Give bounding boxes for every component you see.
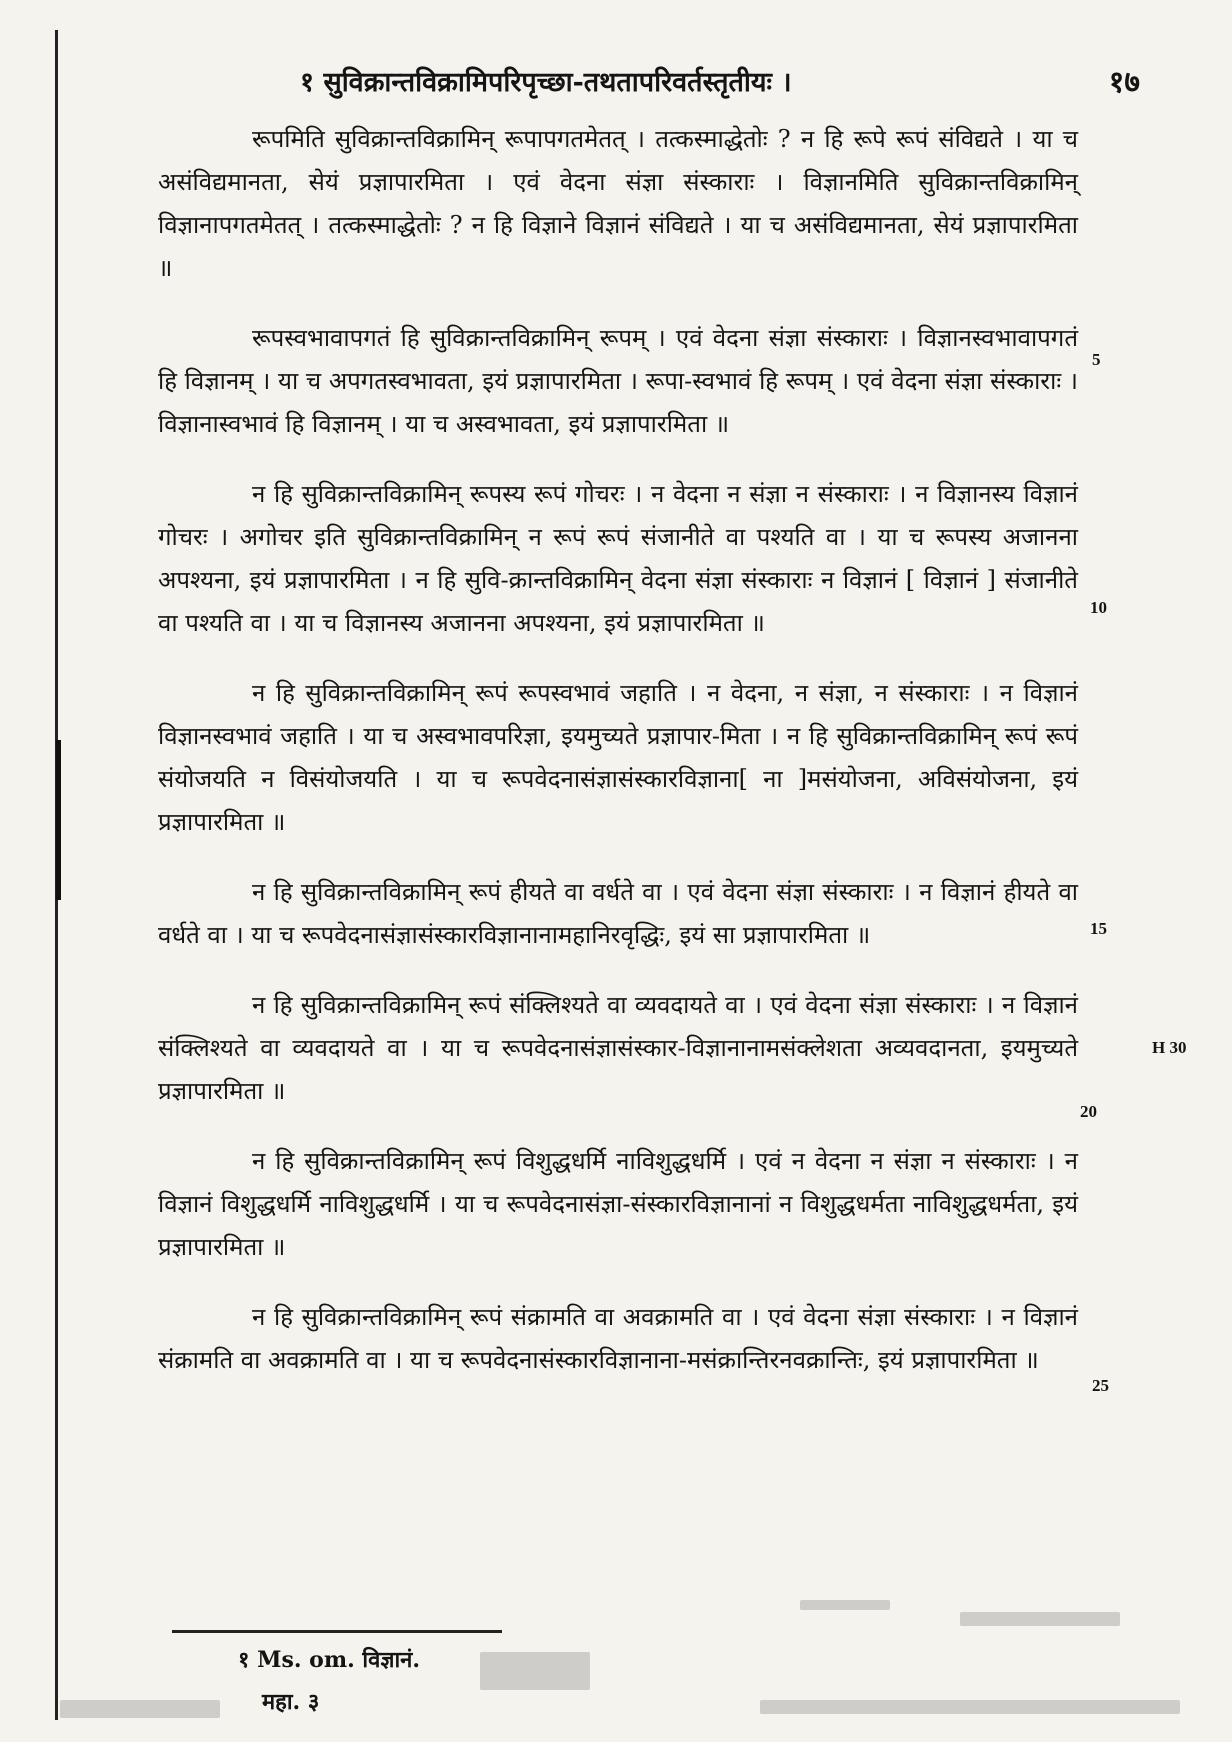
scan-noise	[760, 1700, 1180, 1714]
left-margin-rule-thick	[56, 740, 61, 900]
header-title: १ सुविक्रान्तविक्रामिपरिपृच्छा-तथतापरिवर्तस्तृतीयः ।	[300, 67, 792, 98]
paragraph: न हि सुविक्रान्तविक्रामिन् रूपं विशुद्धधर्मि नाविशुद्धधर्मि । एवं न वेदना न संज्ञा न संस्काराः । न विज्ञानं विशुद्धधर्मि नाविशुद्धधर्मि । या च रूपवेदनासंज्ञा-संस्कारविज्ञानानां न विशुद्धधर्मता नाविशुद्धधर्मता, इयं प्रज्ञापारमिता ॥	[158, 1147, 1078, 1261]
scan-noise	[800, 1600, 890, 1610]
line-number: 25	[1092, 1376, 1109, 1395]
paragraph: रूपमिति सुविक्रान्तविक्रामिन् रूपापगतमेतत् । तत्कस्माद्धेतोः ? न हि रूपे रूपं संविद्यते । या च असंविद्यमानता, सेयं प्रज्ञापारमिता । एवं वेदना संज्ञा संस्काराः । विज्ञानमिति सुविक्रान्तविक्रामिन् विज्ञानापगतमेतत् । तत्कस्माद्धेतोः ? न हि विज्ञाने विज्ञानं संविद्यते । या च असंविद्यमानता, सेयं प्रज्ञापारमिता ॥	[158, 125, 1078, 282]
signature-mark: महा. ३	[262, 1689, 320, 1715]
footnote: १ Ms. om. विज्ञानं.	[238, 1647, 421, 1673]
scan-noise	[60, 1700, 220, 1718]
page-number: १७	[1108, 65, 1140, 100]
paragraph: न हि सुविक्रान्तविक्रामिन् रूपं संक्रामति वा अवक्रामति वा । एवं वेदना संज्ञा संस्काराः । न विज्ञानं संक्रामति वा अवक्रामति वा । या च रूपवेदनासंस्कारविज्ञानाना-मसंक्रान्तिरनवक्रान्तिः, इयं प्रज्ञापारमिता ॥	[158, 1303, 1078, 1374]
paragraph: न हि सुविक्रान्तविक्रामिन् रूपं रूपस्वभावं जहाति । न वेदना, न संज्ञा, न संस्काराः । न विज्ञानं विज्ञानस्वभावं जहाति । या च अस्वभावपरिज्ञा, इयमुच्यते प्रज्ञापार-मिता । न हि सुविक्रान्तविक्रामिन् रूपं रूपं संयोजयति न विसंयोजयति । या च रूपवेदनासंज्ञासंस्कारविज्ञाना[ ना ]मसंयोजना, अविसंयोजना, इयं प्रज्ञापारमिता ॥	[158, 679, 1078, 836]
line-number: 20	[1080, 1102, 1097, 1121]
scan-noise	[960, 1612, 1120, 1626]
margin-reference: H 30	[1152, 1038, 1187, 1057]
running-header	[300, 62, 1160, 102]
paragraph: न हि सुविक्रान्तविक्रामिन् रूपं हीयते वा वर्धते वा । एवं वेदना संज्ञा संस्काराः । न विज्ञानं हीयते वा वर्धते वा । या च रूपवेदनासंज्ञासंस्कारविज्ञानानामहानिरवृद्धिः, इयं सा प्रज्ञापारमिता ॥	[158, 878, 1078, 949]
scan-noise	[480, 1652, 590, 1690]
paragraph: रूपस्वभावापगतं हि सुविक्रान्तविक्रामिन् रूपम् । एवं वेदना संज्ञा संस्काराः । विज्ञानस्वभावापगतं हि विज्ञानम् । या च अपगतस्वभावता, इयं प्रज्ञापारमिता । रूपा-स्वभावं हि रूपम् । एवं वेदना संज्ञा संस्काराः । विज्ञानास्वभावं हि विज्ञानम् । या च अस्वभावता, इयं प्रज्ञापारमिता ॥	[158, 324, 1078, 438]
line-number: 15	[1090, 919, 1107, 938]
line-number: 5	[1092, 350, 1101, 369]
paragraph: न हि सुविक्रान्तविक्रामिन् रूपं संक्लिश्यते वा व्यवदायते वा । एवं वेदना संज्ञा संस्काराः । न विज्ञानं संक्लिश्यते वा व्यवदायते वा । या च रूपवेदनासंज्ञासंस्कार-विज्ञानानामसंक्लेशता अव्यवदानता, इयमुच्यते प्रज्ञापारमिता ॥	[158, 991, 1078, 1105]
footnote-rule	[172, 1630, 502, 1633]
paragraph: न हि सुविक्रान्तविक्रामिन् रूपस्य रूपं गोचरः । न वेदना न संज्ञा न संस्काराः । न विज्ञानस्य विज्ञानं गोचरः । अगोचर इति सुविक्रान्तविक्रामिन् न रूपं रूपं संजानीते वा पश्यति वा । या च रूपस्य अजानना अपश्यना, इयं प्रज्ञापारमिता । न हि सुवि-क्रान्तविक्रामिन् वेदना संज्ञा संस्काराः न विज्ञानं [ विज्ञानं ] संजानीते वा पश्यति वा । या च विज्ञानस्य अजानना अपश्यना, इयं प्रज्ञापारमिता ॥	[158, 480, 1078, 637]
main-text	[158, 118, 1078, 1409]
line-number: 10	[1090, 598, 1107, 617]
